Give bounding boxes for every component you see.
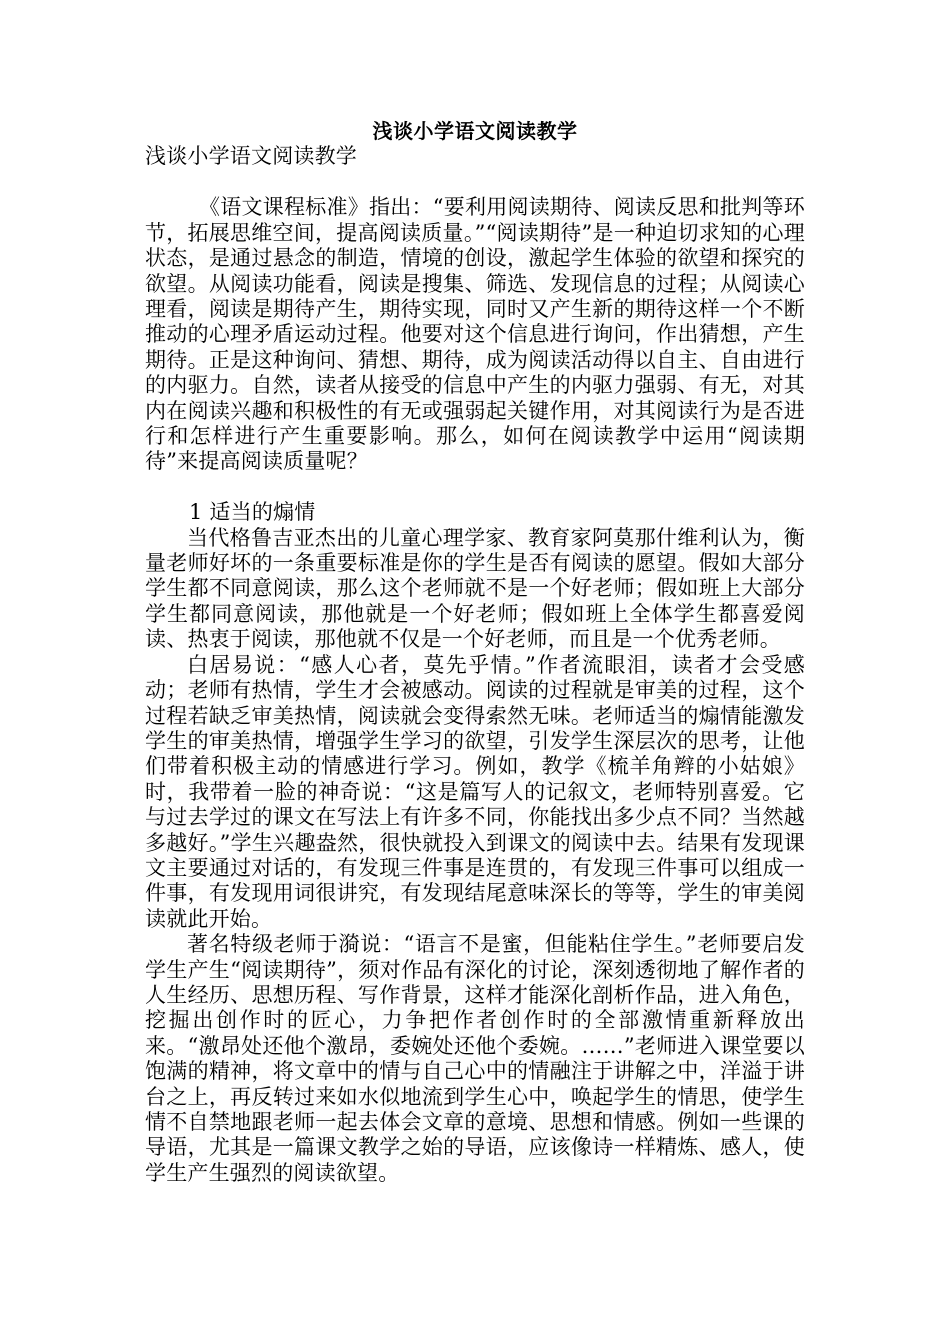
blank-line (145, 170, 805, 195)
body-paragraph-2: 白居易说：“感人心者，莫先乎情。”作者流眼泪，读者才会受感动；老师有热情，学生才会被感动。阅读的过程就是审美的过程，这个过程若缺乏审美热情，阅读就会变得索然无味。老师适当的煽情能激发学生的审美热情，增强学生学习的欲望，引发学生深层次的思考，让他们带着积极主动的情感进行学习。例如，教学《梳羊角辫的小姑娘》时，我带着一脸的神奇说：“这是篇写人的记叙文，老师特别喜爱。它与过去学过的课文在写法上有许多不同，你能找出多少点不同？当然越多越好。”学生兴趣盎然，很快就投入到课文的阅读中去。结果有发现课文主要通过对话的，有发现三件事是连贯的，有发现三件事可以组成一件事，有发现用词很讲究，有发现结尾意味深长的等等，学生的审美阅读就此开始。 (145, 652, 805, 931)
intro-paragraph: 《语文课程标准》指出：“要利用阅读期待、阅读反思和批判等环节，拓展思维空间，提高阅读质量。”“阅读期待”是一种迫切求知的心理状态，是通过悬念的制造，情境的创设，激起学生体验的欲望和探究的欲望。从阅读功能看，阅读是搜集、筛选、发现信息的过程；从阅读心理看，阅读是期待产生，期待实现，同时又产生新的期待这样一个不断推动的心理矛盾运动过程。他要对这个信息进行询问，作出猜想，产生期待。正是这种询问、猜想、期待，成为阅读活动得以自主、自由进行的内驱力。自然，读者从接受的信息中产生的内驱力强弱、有无，对其内在阅读兴趣和积极性的有无或强弱起关键作用，对其阅读行为是否进行和怎样进行产生重要影响。那么，如何在阅读教学中运用“阅读期待”来提高阅读质量呢？ (145, 195, 805, 474)
section-heading: 1 适当的煽情 (189, 500, 316, 525)
document-subtitle: 浅谈小学语文阅读教学 (145, 144, 357, 168)
body-paragraph-3: 著名特级老师于漪说：“语言不是蜜，但能粘住学生。”老师要启发学生产生“阅读期待”，须对作品有深化的讨论，深刻透彻地了解作者的人生经历、思想历程、写作背景，这样才能深化剖析作品，进入角色，挖掘出创作时的匠心，力争把作者创作时的全部激情重新释放出来。“激昂处还他个激昂，委婉处还他个委婉。……”老师进入课堂要以饱满的精神，将文章中的情与自己心中的情融注于讲解之中，洋溢于讲台之上，再反转过来如水似地流到学生心中，唤起学生的情思，使学生情不自禁地跟老师一起去体会文章的意境、思想和情感。例如一些课的导语，尤其是一篇课文教学之始的导语，应该像诗一样精炼、感人，使学生产生强烈的阅读欲望。 (145, 932, 805, 1185)
blank-line (145, 475, 805, 500)
document-body (145, 118, 805, 1186)
body-paragraph-1: 当代格鲁吉亚杰出的儿童心理学家、教育家阿莫那什维利认为，衡量老师好坏的一条重要标准是你的学生是否有阅读的愿望。假如大部分学生都不同意阅读，那么这个老师就不是一个好老师；假如班上大部分学生都同意阅读，那他就是一个好老师；假如班上全体学生都喜爱阅读、热衷于阅读，那他就不仅是一个好老师，而且是一个优秀老师。 (145, 525, 805, 652)
document-title: 浅谈小学语文阅读教学 (372, 119, 578, 143)
